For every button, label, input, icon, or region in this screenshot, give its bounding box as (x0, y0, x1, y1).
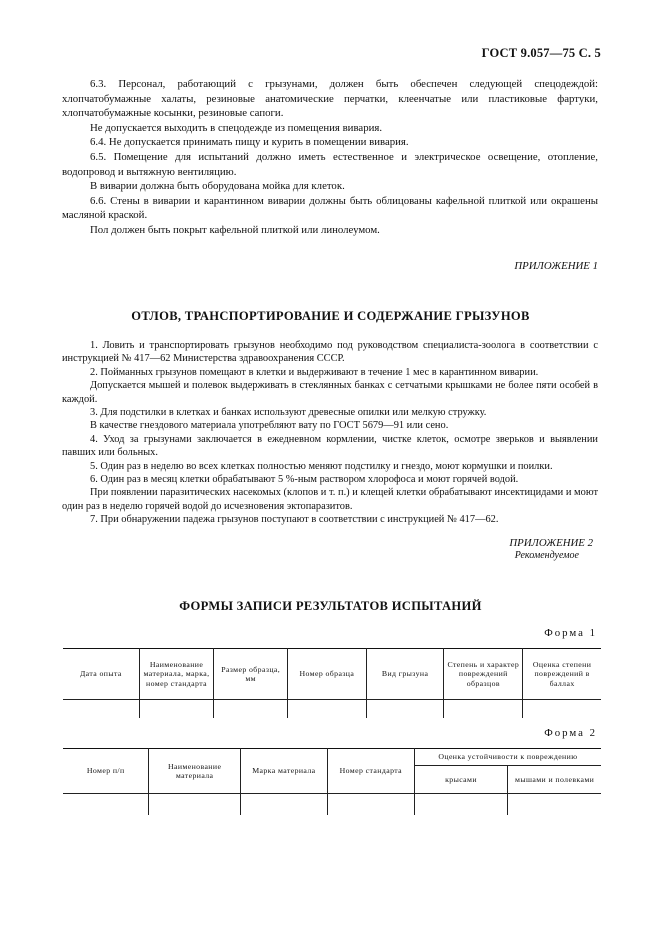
form-2-table (63, 748, 601, 815)
paragraph: Пол должен быть покрыт кафельной плиткой или линолеумом. (90, 223, 380, 236)
column-header: Оценка степени повреждений в баллах (523, 649, 601, 700)
paragraph: 6.3. Персонал, работающий с грызунами, должен быть обеспечен следующей спецодеждой: хлопчатобумажные халаты, резиновые анатомические перчатки, клеенчатые или пластиковые фартуки, хлопчатобумажные косынки, резиновые сапоги. (62, 78, 598, 120)
sub-column-header: крысами (414, 766, 507, 794)
column-header: Номер п/п (63, 749, 149, 794)
paragraph: Допускается мышей и полевок выдерживать в стеклянных банках с сетчатыми крышками не более пяти особей в каждой. (62, 380, 598, 405)
empty-cell (444, 700, 523, 718)
paragraph: 6.6. Стены в виварии и карантинном виварии должны быть облицованы кафельной плиткой или окрашены масляной краской. (62, 194, 598, 222)
column-header: Степень и характер повреждений образцов (444, 649, 523, 700)
empty-cell (139, 700, 214, 718)
empty-cell (327, 794, 414, 815)
appendix-1-label: ПРИЛОЖЕНИЕ 1 (514, 260, 598, 272)
empty-cell (63, 794, 149, 815)
appendix-2-sublabel: Рекомендуемое (514, 550, 579, 561)
appendix-2-title: ФОРМЫ ЗАПИСИ РЕЗУЛЬТАТОВ ИСПЫТАНИЙ (179, 599, 482, 613)
paragraph: В качестве гнездового материала употребляют вату по ГОСТ 5679—91 или сено. (90, 420, 449, 432)
empty-cell (214, 700, 288, 718)
column-header: Наименование материала (149, 749, 241, 794)
paragraph: 1. Ловить и транспортировать грызунов необходимо под руководством специалиста-зоолога в соответствии с инструкцией № 417—62 Министерства здравоохранения СССР. (62, 340, 598, 365)
sub-column-header: мышами и полевками (508, 766, 601, 794)
paragraph: Не допускается выходить в спецодежде из помещения вивария. (90, 121, 383, 134)
column-header: Номер образца (287, 649, 366, 700)
paragraph: 4. Уход за грызунами заключается в ежедневном кормлении, чистке клеток, осмотре зверьков и выявлении павших или больных. (62, 433, 598, 459)
paragraph: 6. Один раз в месяц клетки обрабатывают 5 %-ным раствором хлорофоса и моют горячей водой. (90, 474, 519, 486)
paragraph: 6.4. Не допускается принимать пищу и курить в помещении вивария. (90, 136, 409, 149)
appendix-2-label: ПРИЛОЖЕНИЕ 2 (509, 537, 593, 549)
empty-cell (240, 794, 327, 815)
form-1-label: Форма 1 (544, 627, 597, 639)
paragraph: 3. Для подстилки в клетках и банках используют древесные опилки или мелкую стружку. (90, 407, 487, 419)
empty-cell (523, 700, 601, 718)
group-header: Оценка устойчивости к повреждению (414, 749, 601, 766)
column-header: Дата опыта (63, 649, 139, 700)
paragraph: 2. Пойманных грызунов помещают в клетки и выдерживают в течение 1 мес в карантинном виварии. (90, 366, 539, 378)
empty-cell (414, 794, 507, 815)
paragraph: 6.5. Помещение для испытаний должно иметь естественное и электрическое освещение, отопление, водопровод и вытяжную вентиляцию. (62, 150, 598, 178)
appendix-1-title: ОТЛОВ, ТРАНСПОРТИРОВАНИЕ И СОДЕРЖАНИЕ ГРЫЗУНОВ (131, 309, 530, 323)
column-header: Вид грызуна (366, 649, 444, 700)
paragraph: При появлении паразитических насекомых (клопов и т. п.) и клещей клетки обрабатывают инсектицидами и моют один раз в неделю горячей водой до исчезновения эктопаразитов. (62, 487, 598, 512)
paragraph: 7. При обнаружении падежа грызунов поступают в соответствии с инструкцией № 417—62. (90, 514, 499, 526)
page-header: ГОСТ 9.057—75 С. 5 (481, 46, 601, 60)
column-header: Марка материала (240, 749, 327, 794)
empty-cell (149, 794, 241, 815)
section-6-text (62, 77, 598, 238)
column-header: Номер стандарта (327, 749, 414, 794)
empty-cell (63, 700, 139, 718)
empty-cell (287, 700, 366, 718)
appendix-1-text (62, 339, 598, 527)
form-1-table (63, 648, 601, 718)
column-header: Наименование материала, марка, номер стандарта (139, 649, 214, 700)
empty-cell (508, 794, 601, 815)
empty-cell (366, 700, 444, 718)
paragraph: 5. Один раз в неделю во всех клетках полностью меняют подстилку и гнездо, моют кормушки и поилки. (90, 460, 553, 472)
paragraph: В виварии должна быть оборудована мойка для клеток. (90, 180, 345, 193)
form-2-label: Форма 2 (544, 727, 597, 739)
column-header: Размер образца, мм (214, 649, 288, 700)
